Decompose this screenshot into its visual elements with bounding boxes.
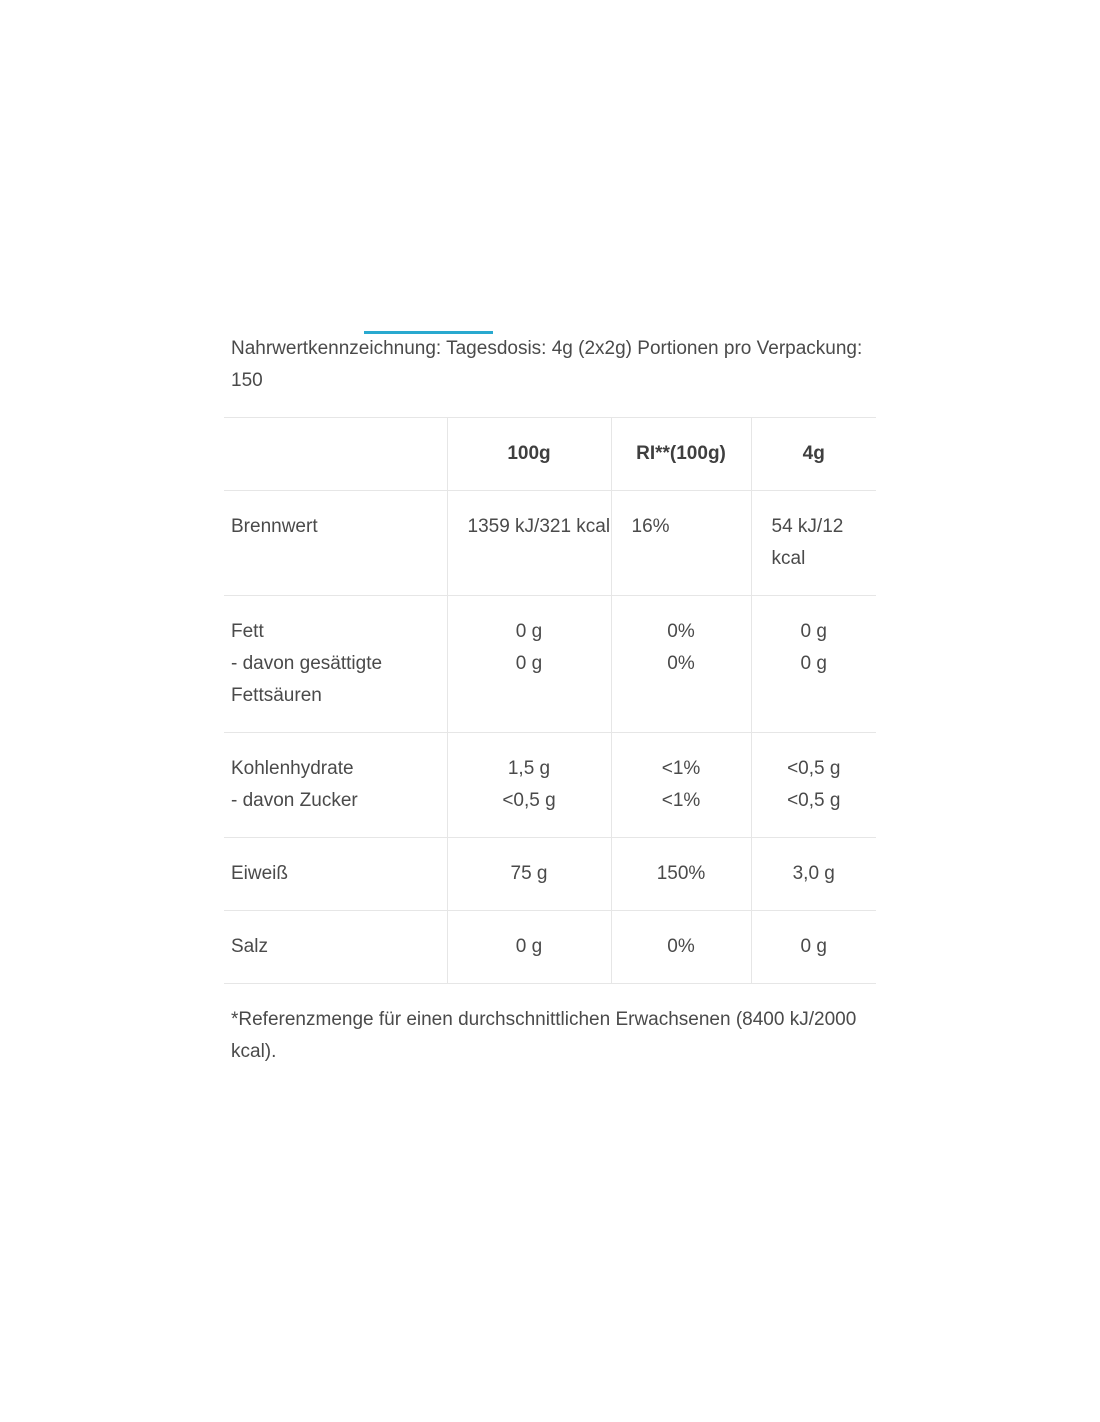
table-row-kohlenhydrate [224, 733, 876, 838]
cell-value: 1,5 g [507, 758, 551, 779]
cell-value: 54 kJ/12 kcal [771, 516, 844, 569]
nutrition-intro: Nahrwertkennzeichnung: Tagesdosis: 4g (2x2g) Portionen pro Verpackung: 150 [231, 338, 863, 391]
footnote: *Referenzmenge für einen durchschnittlichen Erwachsenen (8400 kJ/2000 kcal). [231, 1009, 857, 1062]
cell-100g [447, 491, 611, 596]
cell-4g [751, 911, 876, 984]
cell-value: 150% [656, 863, 706, 884]
cell-100g [447, 733, 611, 838]
cell-ri [611, 491, 751, 596]
cell-ri [611, 838, 751, 911]
cell-value: 16% [631, 516, 670, 537]
row-label-line: - davon Zucker [231, 790, 358, 811]
cell-100g [447, 838, 611, 911]
table-row-salz [224, 911, 876, 984]
row-label [224, 838, 447, 911]
cell-value: 3,0 g [792, 863, 835, 884]
cell-value: 1359 kJ/321 kcal [467, 516, 611, 537]
header-empty [224, 418, 447, 491]
header-ri: RI**(100g) [611, 418, 751, 491]
cell-value: 0% [667, 653, 695, 674]
cell-value: <0,5 g [502, 790, 556, 811]
cell-ri [611, 733, 751, 838]
row-label-line: - davon gesättigte Fettsäuren [231, 653, 383, 706]
row-label [224, 596, 447, 733]
header-100g: 100g [447, 418, 611, 491]
row-label-line: Brennwert [231, 516, 318, 537]
cell-value: 0 g [800, 653, 827, 674]
table-row-eiweiss [224, 838, 876, 911]
cell-4g [751, 838, 876, 911]
cell-100g [447, 596, 611, 733]
cell-4g [751, 733, 876, 838]
cell-value: <1% [661, 790, 701, 811]
row-label-line: Kohlenhydrate [231, 758, 354, 779]
cell-value: 0 g [515, 653, 543, 674]
row-label-line: Fett [231, 621, 264, 642]
cell-value: 0% [667, 936, 695, 957]
nutrition-table [224, 417, 876, 984]
cell-value: 0% [667, 621, 695, 642]
cell-4g [751, 491, 876, 596]
cell-100g [447, 911, 611, 984]
cell-value: 0 g [515, 936, 543, 957]
cell-4g [751, 596, 876, 733]
cell-value: 0 g [515, 621, 543, 642]
row-label-line: Eiweiß [231, 863, 289, 884]
row-label [224, 911, 447, 984]
header-4g: 4g [751, 418, 876, 491]
row-label [224, 491, 447, 596]
cell-value: <0,5 g [787, 758, 841, 779]
cell-value: 0 g [800, 936, 827, 957]
cell-ri [611, 596, 751, 733]
cell-ri [611, 911, 751, 984]
cell-value: <1% [661, 758, 701, 779]
cell-value: 75 g [510, 863, 548, 884]
table-row-brennwert [224, 491, 876, 596]
cell-value: <0,5 g [787, 790, 841, 811]
table-row-fett [224, 596, 876, 733]
table-header-row [224, 418, 876, 491]
cell-value: 0 g [800, 621, 827, 642]
row-label-line: Salz [231, 936, 268, 957]
row-label [224, 733, 447, 838]
